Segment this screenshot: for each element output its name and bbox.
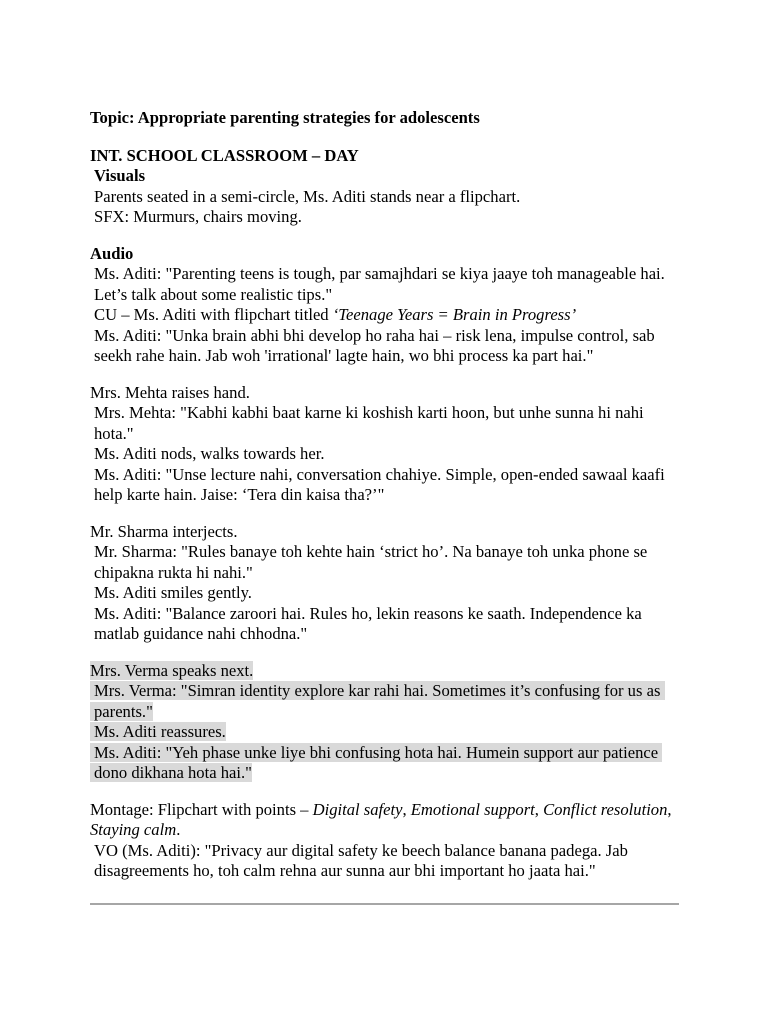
aditi-dialogue-2: Ms. Aditi: "Unka brain abhi bhi develop ho raha hai – risk lena, impulse control, sab seekh rahe hain. Jab woh 'irrational' lagte hain, wo bhi process ka part hai." <box>94 325 659 365</box>
montage-point-3: Conflict resolution <box>543 799 668 819</box>
montage-sep-2: , <box>534 799 544 819</box>
script-document <box>90 108 680 882</box>
mehta-dialogue: Mrs. Mehta: "Kabhi kabhi baat karne ki koshish karti hoon, but unhe sunna hi nahi hota." <box>94 403 648 443</box>
vo-line: VO (Ms. Aditi): "Privacy aur digital safety ke beech balance banana padega. Jab disagreements ho, toh calm rehna aur sunna aur bhi important ho jaata hai." <box>94 840 633 880</box>
mehta-action: Mrs. Mehta raises hand. <box>90 382 250 402</box>
montage-line <box>90 800 680 841</box>
verma-dialogue-text: Mrs. Verma: "Simran identity explore kar rahi hai. Sometimes it’s confusing for us as parents." <box>90 681 665 721</box>
montage-point-2: Emotional support <box>410 799 535 819</box>
aditi-reply-mehta: Ms. Aditi: "Unse lecture nahi, conversation chahiye. Simple, open-ended sawaal kaafi help karte hain. Jaise: ‘Tera din kaisa tha?’" <box>94 464 669 504</box>
flipchart-title: ‘Teenage Years = Brain in Progress’ <box>332 305 577 324</box>
montage-point-1: Digital safety <box>312 799 403 819</box>
verma-action-text: Mrs. Verma speaks next. <box>90 660 254 680</box>
montage-point-4: Staying calm <box>90 820 177 839</box>
aditi-reaction-sharma: Ms. Aditi smiles gently. <box>94 583 252 602</box>
cu-direction <box>90 305 680 326</box>
aditi-reply-verma-text: Ms. Aditi: "Yeh phase unke liye bhi confusing hota hai. Humein support aur patience dono dikhana hota hai." <box>90 743 662 783</box>
montage-sep-1: , <box>402 799 411 819</box>
sharma-action: Mr. Sharma interjects. <box>90 521 238 541</box>
verma-dialogue <box>90 681 680 722</box>
aditi-reaction-mehta: Ms. Aditi nods, walks towards her. <box>94 444 325 463</box>
aditi-reply-sharma: Ms. Aditi: "Balance zaroori hai. Rules ho, lekin reasons ke saath. Independence ka matlab guidance nahi chhodna." <box>94 603 646 643</box>
montage-suffix: . <box>176 820 181 839</box>
verma-action <box>90 661 680 682</box>
visuals-line-2: SFX: Murmurs, chairs moving. <box>94 207 302 226</box>
audio-heading: Audio <box>90 243 134 263</box>
cu-prefix: CU – Ms. Aditi with flipchart titled <box>94 305 333 324</box>
visuals-line-1: Parents seated in a semi-circle, Ms. Aditi stands near a flipchart. <box>94 186 521 206</box>
visuals-heading: Visuals <box>94 166 146 185</box>
montage-prefix: Montage: Flipchart with points – <box>90 799 313 819</box>
montage-sep-3: , <box>667 799 676 819</box>
scene-heading: INT. SCHOOL CLASSROOM – DAY <box>90 145 359 165</box>
aditi-reply-verma <box>90 743 680 784</box>
aditi-reaction-verma-text: Ms. Aditi reassures. <box>90 722 226 741</box>
horizontal-rule <box>90 903 679 905</box>
aditi-reaction-verma <box>90 722 680 743</box>
aditi-dialogue-1: Ms. Aditi: "Parenting teens is tough, par samajhdari se kiya jaaye toh manageable hai. Let’s talk about some realistic tips." <box>94 264 669 304</box>
topic-heading: Topic: Appropriate parenting strategies for adolescents <box>90 108 480 127</box>
sharma-dialogue: Mr. Sharma: "Rules banaye toh kehte hain ‘strict ho’. Na banaye toh unka phone se chipakna rukta hi nahi." <box>94 542 652 582</box>
